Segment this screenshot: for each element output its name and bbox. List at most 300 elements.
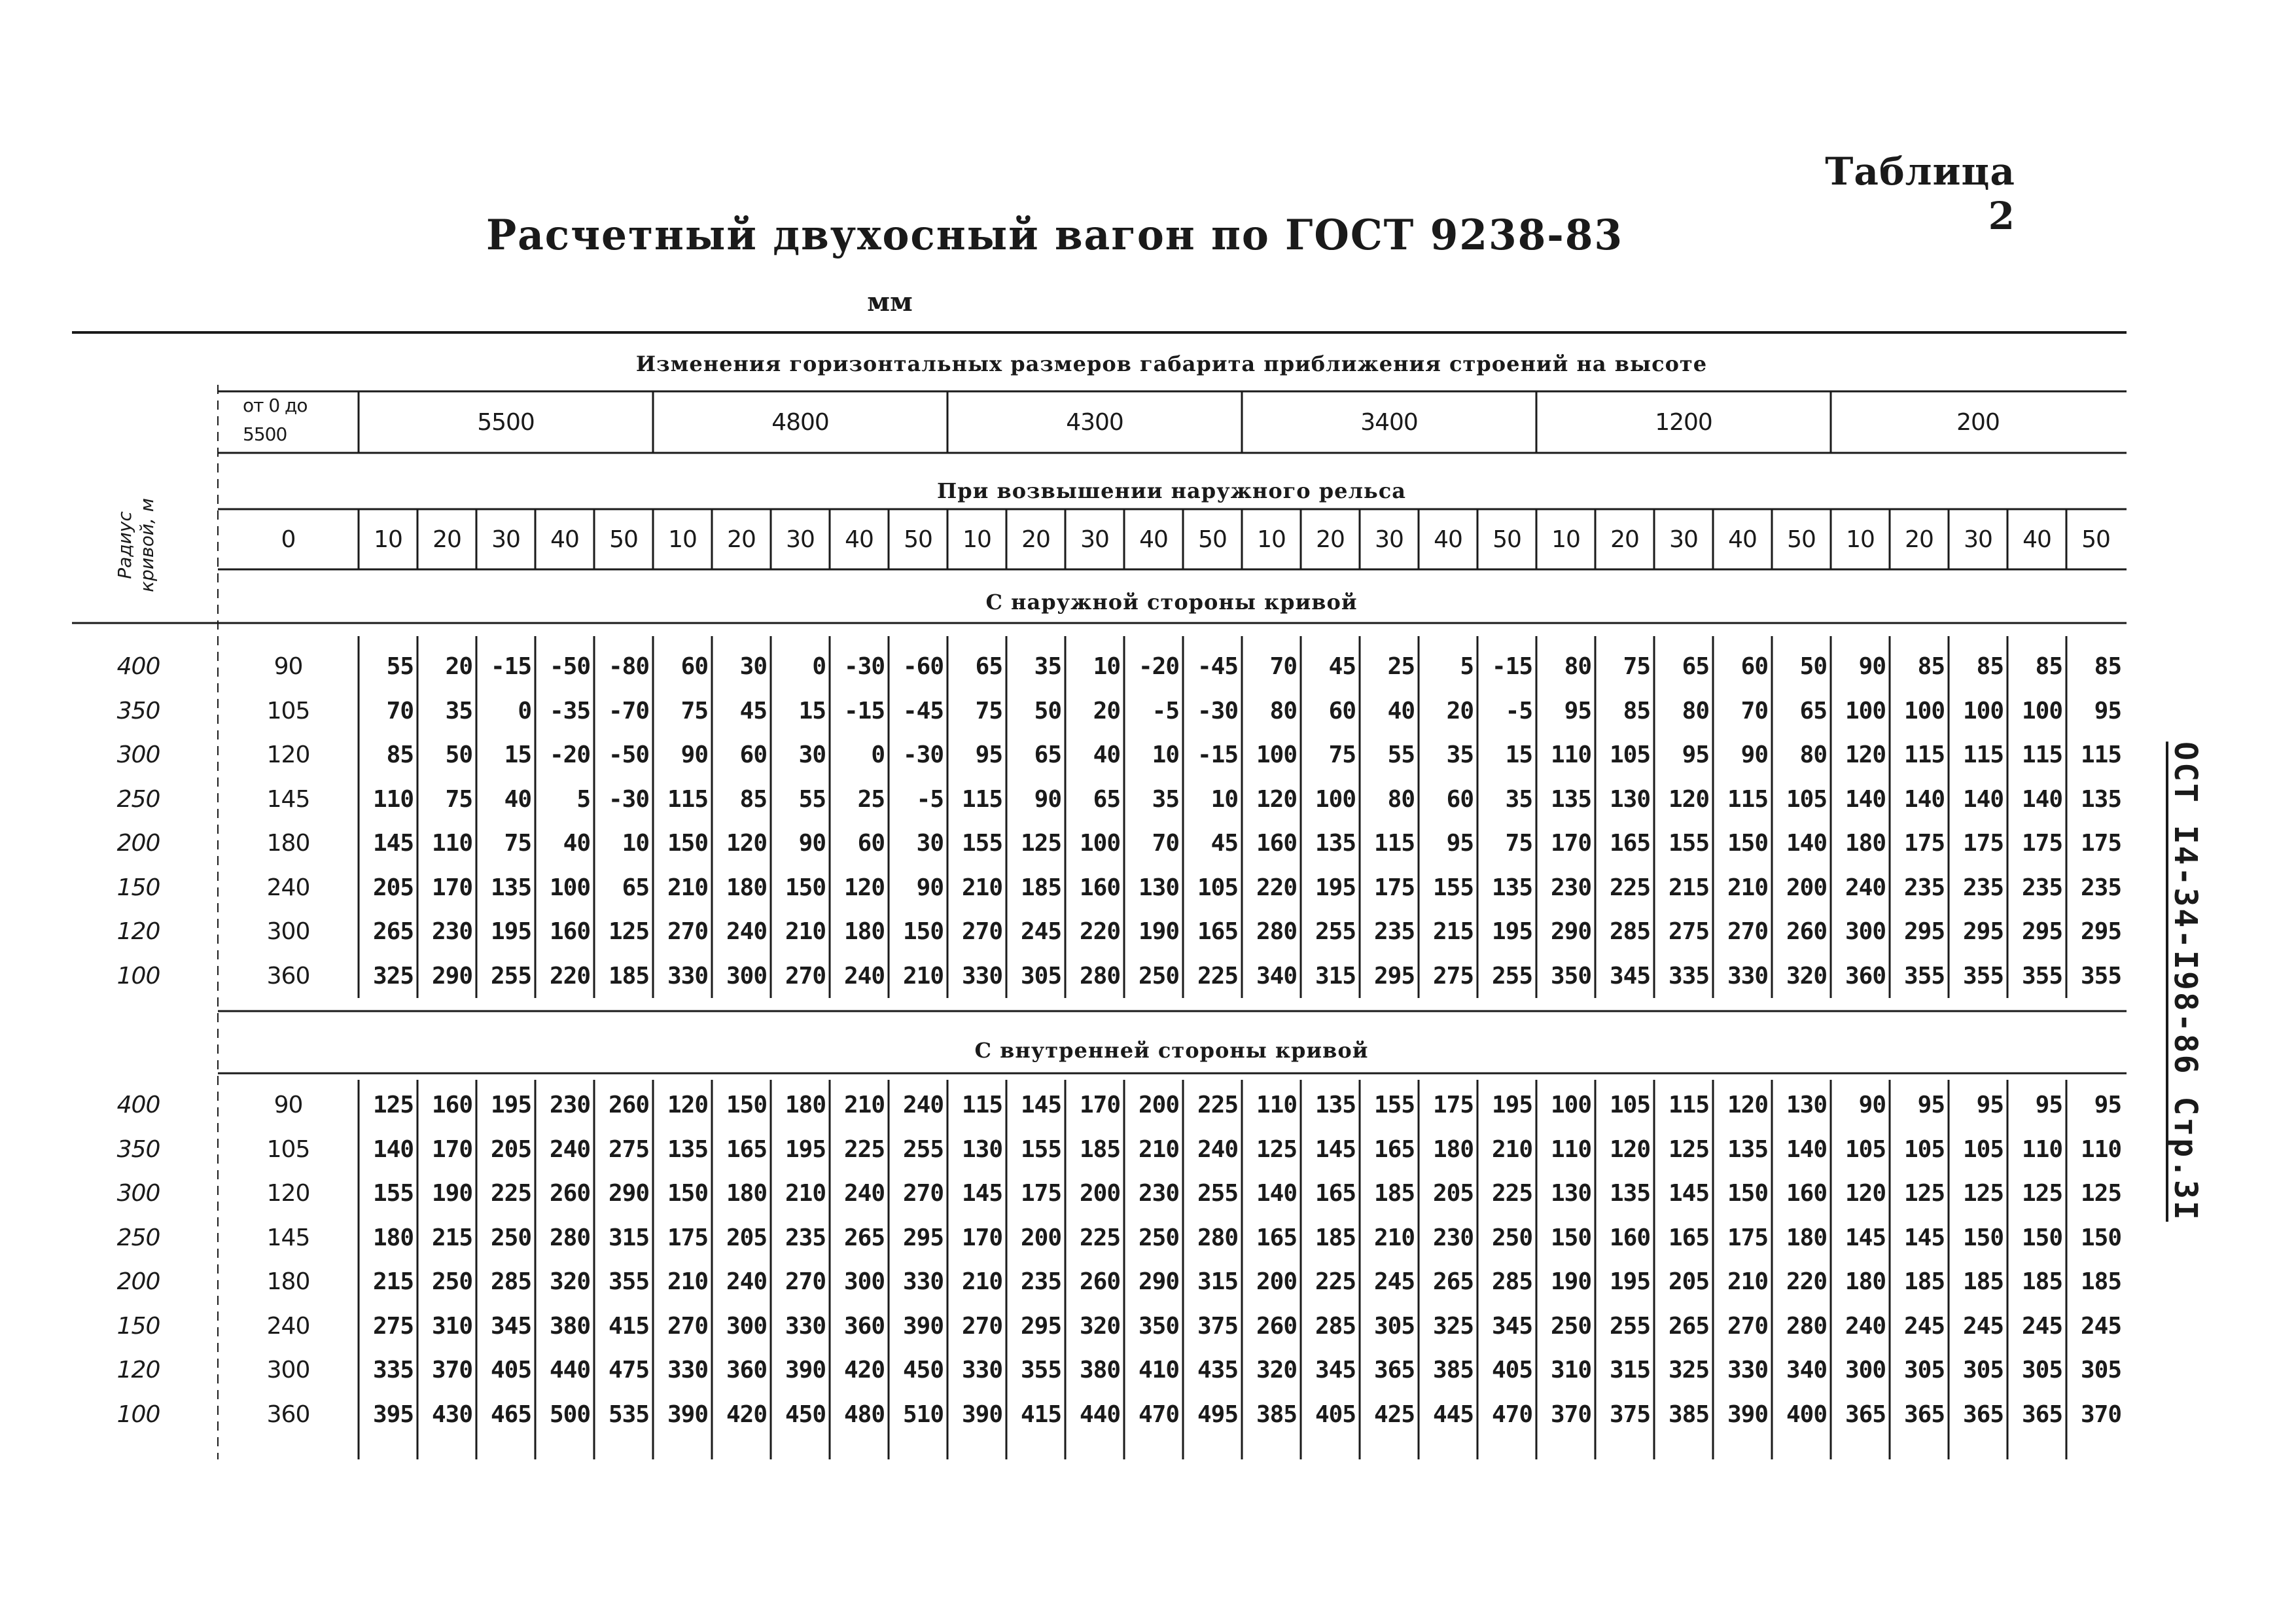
value-cell: -45 <box>902 697 944 724</box>
value-cell: 330 <box>1727 1357 1768 1384</box>
value-cell: 345 <box>490 1312 531 1340</box>
value-cell: 305 <box>2021 1357 2062 1384</box>
value-cell: 390 <box>902 1312 944 1340</box>
value-cell: 335 <box>372 1357 414 1384</box>
radius-cell: 300 <box>116 1180 160 1207</box>
value-cell: 270 <box>1727 1312 1768 1340</box>
radius-cell: 200 <box>116 1268 160 1296</box>
base-clearance-cell: 300 <box>266 918 310 946</box>
value-cell: 210 <box>843 1092 885 1119</box>
value-cell: 20 <box>1446 697 1474 724</box>
value-cell: 150 <box>2021 1224 2062 1251</box>
value-cell: 335 <box>1668 962 1709 990</box>
value-cell: 120 <box>843 874 885 901</box>
value-cell: 345 <box>1491 1312 1532 1340</box>
value-cell: 450 <box>785 1400 826 1428</box>
radius-cell: 300 <box>116 741 160 769</box>
value-cell: 220 <box>1256 874 1297 901</box>
elevation-value-header: 20 <box>1905 526 1934 553</box>
value-cell: 95 <box>975 741 1002 769</box>
base-clearance-cell: 360 <box>266 962 310 990</box>
value-cell: 80 <box>1269 697 1297 724</box>
value-cell: 205 <box>1432 1180 1474 1207</box>
value-cell: 145 <box>372 830 414 857</box>
value-cell: 70 <box>1740 697 1768 724</box>
value-cell: 95 <box>2094 1092 2121 1119</box>
value-cell: 295 <box>1903 918 1945 946</box>
value-cell: 115 <box>1962 741 2004 769</box>
value-cell: 150 <box>785 874 826 901</box>
elevation-value-header: 20 <box>433 526 461 553</box>
radius-cell: 400 <box>116 1092 160 1119</box>
section-title: С наружной стороны кривой <box>985 590 1358 615</box>
value-cell: 150 <box>2080 1224 2121 1251</box>
value-cell: 35 <box>1505 785 1532 813</box>
value-cell: 75 <box>1505 830 1532 857</box>
elevation-value-header: 10 <box>963 526 991 553</box>
elevation-value-header: 30 <box>1964 526 1992 553</box>
value-cell: 105 <box>1903 1135 1945 1163</box>
value-cell: 145 <box>1903 1224 1945 1251</box>
elevation-value-header: 50 <box>1198 526 1227 553</box>
value-cell: 135 <box>490 874 531 901</box>
value-cell: 115 <box>1373 830 1415 857</box>
value-cell: 135 <box>2080 785 2121 813</box>
value-cell: 110 <box>2080 1135 2121 1163</box>
table-title: Расчетный двухосный вагон по ГОСТ 9238-83 <box>486 211 1624 260</box>
height-header: 5500 <box>477 408 535 436</box>
value-cell: 200 <box>1256 1268 1297 1296</box>
value-cell: 150 <box>726 1092 767 1119</box>
value-cell: 65 <box>1093 785 1120 813</box>
value-cell: 65 <box>1034 741 1061 769</box>
value-cell: 220 <box>549 962 590 990</box>
value-cell: 240 <box>902 1092 944 1119</box>
value-cell: 100 <box>1256 741 1297 769</box>
value-cell: 275 <box>1432 962 1474 990</box>
value-cell: 270 <box>667 1312 708 1340</box>
value-cell: -15 <box>1197 741 1238 769</box>
value-cell: 365 <box>1373 1357 1415 1384</box>
value-cell: 275 <box>608 1135 649 1163</box>
value-cell: 40 <box>563 830 590 857</box>
value-cell: 240 <box>1845 1312 1886 1340</box>
value-cell: 120 <box>1727 1092 1768 1119</box>
value-cell: 295 <box>902 1224 944 1251</box>
radius-cell: 100 <box>116 962 160 990</box>
value-cell: 120 <box>1256 785 1297 813</box>
value-cell: 260 <box>608 1092 649 1119</box>
value-cell: 85 <box>1917 653 1945 681</box>
value-cell: 255 <box>1491 962 1532 990</box>
value-cell: 180 <box>1845 1268 1886 1296</box>
value-cell: 215 <box>1432 918 1474 946</box>
value-cell: 175 <box>1373 874 1415 901</box>
value-cell: 150 <box>1727 1180 1768 1207</box>
value-cell: 60 <box>1740 653 1768 681</box>
value-cell: 85 <box>386 741 414 769</box>
value-cell: 340 <box>1786 1357 1827 1384</box>
radius-cell: 120 <box>116 1357 160 1384</box>
value-cell: 180 <box>726 1180 767 1207</box>
value-cell: 165 <box>1609 830 1650 857</box>
value-cell: 235 <box>2021 874 2062 901</box>
value-cell: 90 <box>1034 785 1061 813</box>
value-cell: 155 <box>1668 830 1709 857</box>
value-cell: 160 <box>1786 1180 1827 1207</box>
value-cell: 160 <box>1079 874 1120 901</box>
value-cell: 265 <box>1668 1312 1709 1340</box>
value-cell: 390 <box>785 1357 826 1384</box>
value-cell: 80 <box>1387 785 1415 813</box>
value-cell: 435 <box>1197 1357 1238 1384</box>
value-cell: 365 <box>1845 1400 1886 1428</box>
value-cell: 40 <box>504 785 531 813</box>
value-cell: 135 <box>1727 1135 1768 1163</box>
value-cell: 75 <box>680 697 708 724</box>
elevation-value-header: 40 <box>2022 526 2051 553</box>
value-cell: 60 <box>1328 697 1356 724</box>
value-cell: 70 <box>386 697 414 724</box>
value-cell: 210 <box>785 918 826 946</box>
value-cell: 280 <box>1079 962 1120 990</box>
value-cell: 195 <box>490 1092 531 1119</box>
value-cell: 330 <box>961 1357 1002 1384</box>
value-cell: 205 <box>726 1224 767 1251</box>
value-cell: 180 <box>1786 1224 1827 1251</box>
value-cell: 85 <box>739 785 767 813</box>
value-cell: 305 <box>2080 1357 2121 1384</box>
value-cell: 35 <box>445 697 472 724</box>
value-cell: 100 <box>1550 1092 1591 1119</box>
elevation-value-header: 10 <box>1551 526 1580 553</box>
value-cell: 210 <box>961 874 1002 901</box>
value-cell: 350 <box>1138 1312 1179 1340</box>
value-cell: 90 <box>680 741 708 769</box>
value-cell: 160 <box>1256 830 1297 857</box>
value-cell: 170 <box>1079 1092 1120 1119</box>
value-cell: -30 <box>1197 697 1238 724</box>
value-cell: 25 <box>1387 653 1415 681</box>
height-header-first <box>218 391 359 453</box>
value-cell: 120 <box>1668 785 1709 813</box>
value-cell: 60 <box>1446 785 1474 813</box>
value-cell: -15 <box>1491 653 1532 681</box>
value-cell: 315 <box>1609 1357 1650 1384</box>
radius-axis-label <box>114 498 158 592</box>
value-cell: 385 <box>1432 1357 1474 1384</box>
value-cell: 430 <box>431 1400 472 1428</box>
value-cell: 355 <box>2021 962 2062 990</box>
value-cell: 90 <box>798 830 826 857</box>
value-cell: 90 <box>916 874 944 901</box>
value-cell: 210 <box>667 874 708 901</box>
value-cell: 120 <box>1609 1135 1650 1163</box>
elevation-value-header: 30 <box>491 526 520 553</box>
value-cell: 105 <box>1197 874 1238 901</box>
value-cell: -30 <box>608 785 649 813</box>
value-cell: 290 <box>608 1180 649 1207</box>
value-cell: 250 <box>490 1224 531 1251</box>
value-cell: 185 <box>1373 1180 1415 1207</box>
value-cell: 200 <box>1786 874 1827 901</box>
value-cell: 20 <box>445 653 472 681</box>
value-cell: 305 <box>1020 962 1061 990</box>
value-cell: 415 <box>608 1312 649 1340</box>
section-title: С внутренней стороны кривой <box>974 1038 1369 1063</box>
value-cell: 80 <box>1799 741 1827 769</box>
value-cell: 125 <box>372 1092 414 1119</box>
value-cell: 210 <box>785 1180 826 1207</box>
value-cell: 285 <box>1609 918 1650 946</box>
value-cell: 150 <box>667 830 708 857</box>
value-cell: 135 <box>667 1135 708 1163</box>
value-cell: 200 <box>1020 1224 1061 1251</box>
value-cell: 130 <box>1138 874 1179 901</box>
value-cell: 45 <box>739 697 767 724</box>
value-cell: 150 <box>1962 1224 2004 1251</box>
value-cell: -70 <box>608 697 649 724</box>
value-cell: 110 <box>1550 741 1591 769</box>
value-cell: 175 <box>667 1224 708 1251</box>
value-cell: 105 <box>1962 1135 2004 1163</box>
radius-cell: 100 <box>116 1400 160 1428</box>
value-cell: 60 <box>739 741 767 769</box>
value-cell: 290 <box>431 962 472 990</box>
elevation-value-header: 10 <box>374 526 402 553</box>
value-cell: 185 <box>1962 1268 2004 1296</box>
value-cell: 355 <box>1903 962 1945 990</box>
value-cell: 100 <box>2021 697 2062 724</box>
value-cell: 60 <box>857 830 885 857</box>
value-cell: 295 <box>1373 962 1415 990</box>
value-cell: 165 <box>1668 1224 1709 1251</box>
height-header: 4300 <box>1066 408 1123 436</box>
value-cell: 150 <box>1550 1224 1591 1251</box>
value-cell: 135 <box>1315 1092 1356 1119</box>
value-cell: 160 <box>431 1092 472 1119</box>
value-cell: 535 <box>608 1400 649 1428</box>
value-cell: 255 <box>902 1135 944 1163</box>
value-cell: 30 <box>916 830 944 857</box>
value-cell: 195 <box>1315 874 1356 901</box>
value-cell: 5 <box>1460 653 1474 681</box>
value-cell: -30 <box>902 741 944 769</box>
table-number-label: Таблица 2 <box>1825 149 2015 238</box>
value-cell: 110 <box>372 785 414 813</box>
height-header: 200 <box>1956 408 2000 436</box>
value-cell: 295 <box>2080 918 2121 946</box>
value-cell: 230 <box>1432 1224 1474 1251</box>
value-cell: 140 <box>1786 830 1827 857</box>
value-cell: 85 <box>2035 653 2062 681</box>
value-cell: 150 <box>902 918 944 946</box>
elevation-value-header: 40 <box>1139 526 1168 553</box>
value-cell: -20 <box>549 741 590 769</box>
value-cell: 345 <box>1609 962 1650 990</box>
value-cell: 240 <box>843 1180 885 1207</box>
value-cell: 75 <box>1328 741 1356 769</box>
value-cell: 60 <box>680 653 708 681</box>
value-cell: -50 <box>608 741 649 769</box>
value-cell: 95 <box>1446 830 1474 857</box>
value-cell: -30 <box>843 653 885 681</box>
value-cell: 120 <box>1845 741 1886 769</box>
value-cell: 255 <box>490 962 531 990</box>
base-clearance-cell: 90 <box>274 653 303 681</box>
value-cell: 280 <box>549 1224 590 1251</box>
value-cell: 260 <box>1079 1268 1120 1296</box>
value-cell: 115 <box>1727 785 1768 813</box>
value-cell: 130 <box>1550 1180 1591 1207</box>
value-cell: -20 <box>1138 653 1179 681</box>
value-cell: 200 <box>1079 1180 1120 1207</box>
value-cell: 240 <box>549 1135 590 1163</box>
value-cell: 325 <box>372 962 414 990</box>
value-cell: 220 <box>1786 1268 1827 1296</box>
value-cell: 75 <box>445 785 472 813</box>
elevation-value-header: 20 <box>1316 526 1345 553</box>
value-cell: 190 <box>1550 1268 1591 1296</box>
value-cell: 175 <box>1727 1224 1768 1251</box>
value-cell: 355 <box>1962 962 2004 990</box>
value-cell: 240 <box>843 962 885 990</box>
value-cell: 210 <box>1727 1268 1768 1296</box>
elevation-header: При возвышении наружного рельса <box>937 478 1406 503</box>
value-cell: 120 <box>1845 1180 1886 1207</box>
value-cell: 185 <box>1079 1135 1120 1163</box>
value-cell: 70 <box>1152 830 1179 857</box>
value-cell: 165 <box>726 1135 767 1163</box>
value-cell: 285 <box>490 1268 531 1296</box>
elevation-value-header: 30 <box>1669 526 1698 553</box>
elevation-zero-header: 0 <box>281 526 296 553</box>
value-cell: 280 <box>1197 1224 1238 1251</box>
value-cell: 370 <box>2080 1400 2121 1428</box>
value-cell: 110 <box>1256 1092 1297 1119</box>
value-cell: 390 <box>1727 1400 1768 1428</box>
value-cell: 180 <box>726 874 767 901</box>
value-cell: 345 <box>1315 1357 1356 1384</box>
base-clearance-cell: 90 <box>274 1092 303 1119</box>
value-cell: 440 <box>549 1357 590 1384</box>
elevation-value-header: 20 <box>1021 526 1050 553</box>
value-cell: 170 <box>961 1224 1002 1251</box>
value-cell: 480 <box>843 1400 885 1428</box>
value-cell: 400 <box>1786 1400 1827 1428</box>
value-cell: 180 <box>1432 1135 1474 1163</box>
elevation-value-header: 30 <box>1080 526 1109 553</box>
value-cell: 135 <box>1491 874 1532 901</box>
value-cell: 35 <box>1446 741 1474 769</box>
value-cell: 330 <box>961 962 1002 990</box>
value-cell: 250 <box>1491 1224 1532 1251</box>
value-cell: 250 <box>431 1268 472 1296</box>
value-cell: 330 <box>1727 962 1768 990</box>
value-cell: 470 <box>1138 1400 1179 1428</box>
value-cell: 125 <box>608 918 649 946</box>
value-cell: 140 <box>1845 785 1886 813</box>
value-cell: 140 <box>1903 785 1945 813</box>
value-cell: 165 <box>1315 1180 1356 1207</box>
value-cell: 365 <box>1903 1400 1945 1428</box>
value-cell: 145 <box>1315 1135 1356 1163</box>
value-cell: 225 <box>1609 874 1650 901</box>
value-cell: 225 <box>1079 1224 1120 1251</box>
radius-cell: 400 <box>116 653 160 681</box>
value-cell: 200 <box>1138 1092 1179 1119</box>
value-cell: 30 <box>739 653 767 681</box>
value-cell: 180 <box>785 1092 826 1119</box>
value-cell: 100 <box>1903 697 1945 724</box>
value-cell: 95 <box>1682 741 1709 769</box>
elevation-value-header: 40 <box>1728 526 1757 553</box>
value-cell: 125 <box>1668 1135 1709 1163</box>
value-cell: 260 <box>549 1180 590 1207</box>
value-cell: 295 <box>1020 1312 1061 1340</box>
value-cell: 265 <box>1432 1268 1474 1296</box>
base-clearance-cell: 120 <box>266 741 310 769</box>
value-cell: 305 <box>1903 1357 1945 1384</box>
value-cell: 85 <box>1623 697 1650 724</box>
value-cell: 190 <box>431 1180 472 1207</box>
elevation-value-header: 50 <box>1492 526 1521 553</box>
document-code: ОСТ I4-34-I98-86 Стр.3I <box>2167 741 2204 1222</box>
value-cell: 270 <box>902 1180 944 1207</box>
value-cell: 260 <box>1256 1312 1297 1340</box>
elevation-value-header: 20 <box>1610 526 1639 553</box>
value-cell: 195 <box>1491 918 1532 946</box>
value-cell: 410 <box>1138 1357 1179 1384</box>
value-cell: 205 <box>372 874 414 901</box>
value-cell: 50 <box>1799 653 1827 681</box>
value-cell: 90 <box>1740 741 1768 769</box>
value-cell: 290 <box>1550 918 1591 946</box>
value-cell: 140 <box>372 1135 414 1163</box>
value-cell: 190 <box>1138 918 1179 946</box>
value-cell: 245 <box>2080 1312 2121 1340</box>
value-cell: 115 <box>961 1092 1002 1119</box>
elevation-value-header: 40 <box>550 526 579 553</box>
value-cell: 225 <box>1315 1268 1356 1296</box>
height-header-first-line: от 0 до <box>243 395 308 416</box>
value-cell: 20 <box>1093 697 1120 724</box>
value-cell: 250 <box>1138 1224 1179 1251</box>
value-cell: 10 <box>1210 785 1238 813</box>
value-cell: 510 <box>902 1400 944 1428</box>
value-cell: 300 <box>726 1312 767 1340</box>
value-cell: 240 <box>726 918 767 946</box>
value-cell: 160 <box>1609 1224 1650 1251</box>
base-clearance-cell: 240 <box>266 1312 310 1340</box>
unit-label: мм <box>867 287 913 317</box>
value-cell: 210 <box>961 1268 1002 1296</box>
value-cell: 265 <box>372 918 414 946</box>
value-cell: 185 <box>1315 1224 1356 1251</box>
value-cell: 165 <box>1197 918 1238 946</box>
value-cell: 10 <box>1152 741 1179 769</box>
value-cell: 310 <box>1550 1357 1591 1384</box>
base-clearance-cell: 180 <box>266 830 310 857</box>
value-cell: 240 <box>726 1268 767 1296</box>
value-cell: 355 <box>608 1268 649 1296</box>
value-cell: 380 <box>549 1312 590 1340</box>
group-header: Изменения горизонтальных размеров габарита приближения строений на высоте <box>635 351 1708 376</box>
elevation-value-header: 50 <box>1787 526 1816 553</box>
value-cell: 315 <box>608 1224 649 1251</box>
value-cell: 95 <box>1976 1092 2004 1119</box>
value-cell: 55 <box>798 785 826 813</box>
